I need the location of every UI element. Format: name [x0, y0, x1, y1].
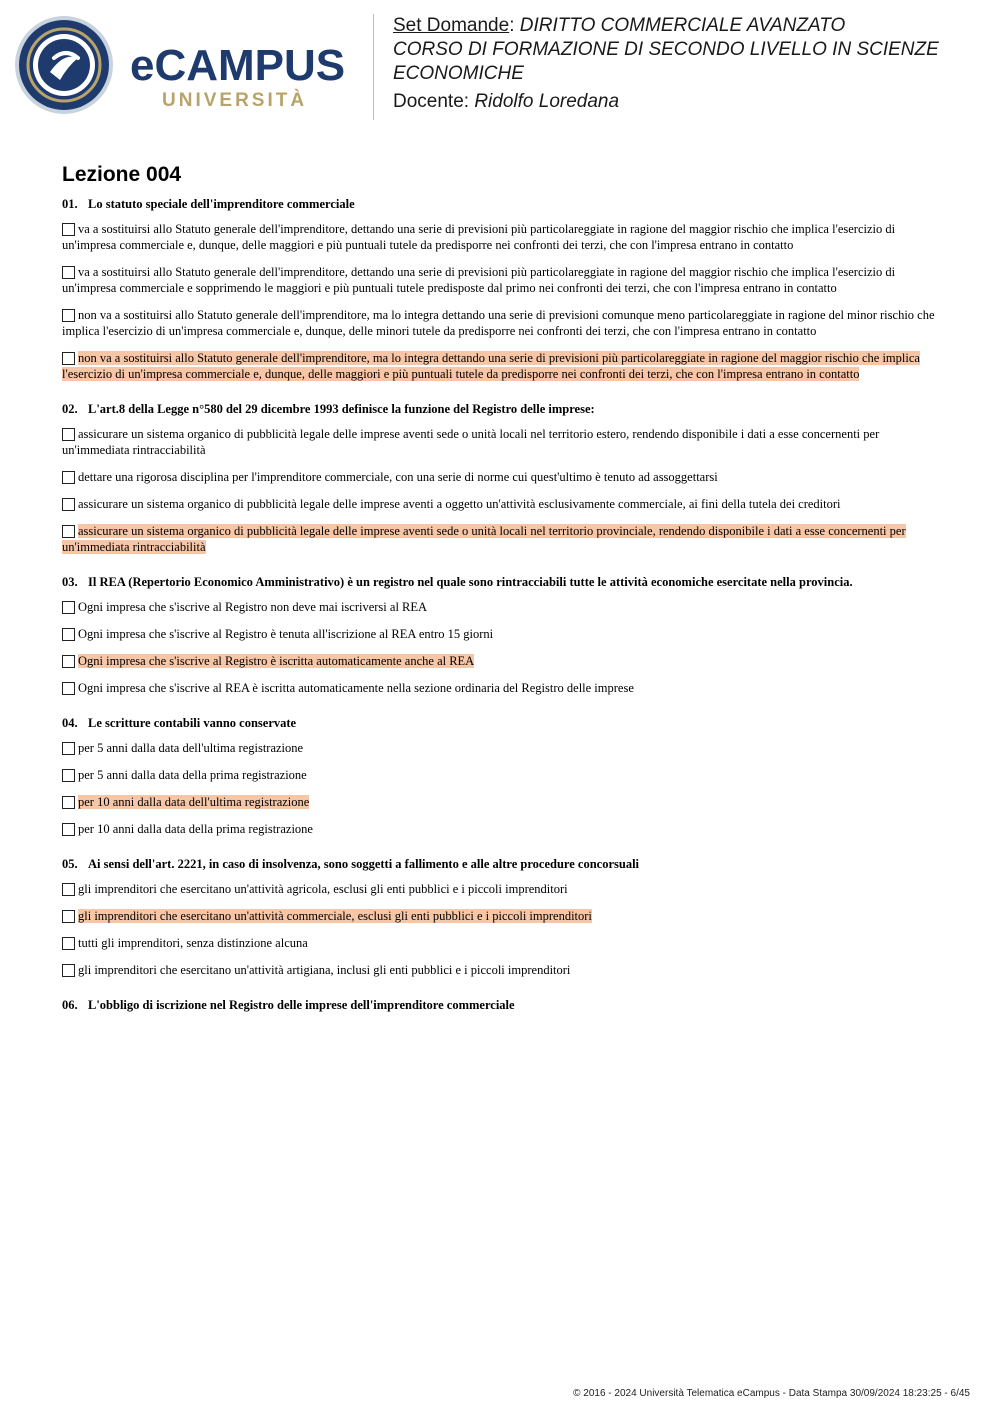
question-text: Il REA (Repertorio Economico Amministrativo) è un registro nel quale sono rintracciabili tutte le attività economiche esercitate nella provincia.	[88, 575, 853, 589]
answer-checkbox[interactable]	[62, 471, 75, 484]
docente-line	[393, 90, 983, 114]
answer-text: dettare una rigorosa disciplina per l'imprenditore commerciale, con una serie di norme cui quest'ultimo è tenuto ad assoggettarsi	[78, 470, 718, 484]
question-item	[62, 997, 942, 1013]
answer-checkbox[interactable]	[62, 823, 75, 836]
question-item	[62, 401, 942, 555]
answer-text: assicurare un sistema organico di pubblicità legale delle imprese aventi sede o unità locali nel territorio estero, rendendo disponibile i dati a esse concernenti per un'immediata rintracciabilità	[62, 427, 880, 457]
answer-option	[62, 523, 942, 555]
answer-option	[62, 496, 942, 512]
question-title	[62, 196, 942, 212]
answer-option	[62, 962, 942, 978]
logo-brand-text: eCAMPUS	[130, 41, 346, 90]
answer-checkbox[interactable]	[62, 682, 75, 695]
answer-checkbox[interactable]	[62, 428, 75, 441]
answer-text: per 10 anni dalla data della prima registrazione	[78, 822, 313, 836]
question-number: 06.	[62, 998, 78, 1012]
set-line: Set Domande: DIRITTO COMMERCIALE AVANZATO	[393, 15, 846, 36]
question-text: Lo statuto speciale dell'imprenditore commerciale	[88, 197, 355, 211]
lesson-title: Lezione 004	[62, 163, 182, 186]
answer-checkbox[interactable]	[62, 266, 75, 279]
answer-checkbox[interactable]	[62, 628, 75, 641]
answer-option	[62, 680, 942, 696]
answer-option	[62, 935, 942, 951]
answer-option	[62, 821, 942, 837]
answer-option	[62, 794, 942, 810]
answer-option	[62, 221, 942, 253]
answer-text: va a sostituirsi allo Statuto generale dell'imprenditore, dettando una serie di previsioni più particolareggiate in ragione del maggior rischio che implica l'esercizio di un'impresa commerciale e, dunque, delle maggiori e più puntuali tutele da predisporre nei confronti dei terzi, che con l'impresa entrano in contatto	[62, 222, 896, 252]
answer-text: va a sostituirsi allo Statuto generale dell'imprenditore, dettando una serie di previsioni più particolareggiate in ragione del maggior rischio che implica l'esercizio di un'impresa commerciale e sopprimendo le maggiori e più puntuali tutele predisposte dal primo nei confronti dei terzi, che con l'impresa entrano in contatto	[62, 265, 896, 295]
answer-option	[62, 767, 942, 783]
page-footer: © 2016 - 2024 Università Telematica eCampus - Data Stampa 30/09/2024 18:23:25 - 6/45	[573, 1388, 970, 1399]
answer-checkbox[interactable]	[62, 352, 75, 365]
answer-option	[62, 626, 942, 642]
answer-option	[62, 350, 942, 382]
answer-checkbox[interactable]	[62, 525, 75, 538]
question-number: 05.	[62, 857, 78, 871]
answer-text: Ogni impresa che s'iscrive al Registro è tenuta all'iscrizione al REA entro 15 giorni	[78, 627, 494, 641]
header-divider	[373, 14, 374, 120]
logo-sub-text: UNIVERSITÀ	[162, 90, 308, 111]
correct-answer-text: Ogni impresa che s'iscrive al Registro è iscritta automaticamente anche al REA	[78, 654, 475, 668]
answer-option	[62, 469, 942, 485]
answer-checkbox[interactable]	[62, 601, 75, 614]
question-text: L'art.8 della Legge n°580 del 29 dicembre 1993 definisce la funzione del Registro delle imprese:	[88, 402, 595, 416]
question-item	[62, 715, 942, 837]
answer-text: tutti gli imprenditori, senza distinzione alcuna	[78, 936, 308, 950]
answer-option	[62, 740, 942, 756]
answer-text: gli imprenditori che esercitano un'attività agricola, esclusi gli enti pubblici e i piccoli imprenditori	[78, 882, 568, 896]
header-info	[393, 14, 983, 114]
question-number: 02.	[62, 402, 78, 416]
course-name: CORSO DI FORMAZIONE DI SECONDO LIVELLO IN SCIENZE ECONOMICHE	[393, 39, 939, 84]
question-item	[62, 574, 942, 696]
answer-checkbox[interactable]	[62, 964, 75, 977]
answer-checkbox[interactable]	[62, 309, 75, 322]
answer-checkbox[interactable]	[62, 937, 75, 950]
set-value: DIRITTO COMMERCIALE AVANZATO	[519, 15, 846, 36]
question-text: Le scritture contabili vanno conservate	[88, 716, 297, 730]
question-number: 04.	[62, 716, 78, 730]
question-text: L'obbligo di iscrizione nel Registro delle imprese dell'imprenditore commerciale	[88, 998, 515, 1012]
question-number: 03.	[62, 575, 78, 589]
answer-option	[62, 653, 942, 669]
page-header	[0, 0, 1000, 130]
answer-checkbox[interactable]	[62, 223, 75, 236]
answer-checkbox[interactable]	[62, 769, 75, 782]
question-title	[62, 401, 942, 417]
correct-answer-text: per 10 anni dalla data dell'ultima registrazione	[78, 795, 310, 809]
question-title	[62, 856, 942, 872]
answer-checkbox[interactable]	[62, 498, 75, 511]
docente-name: Ridolfo Loredana	[474, 91, 620, 112]
question-item	[62, 856, 942, 978]
docente-label: Docente:	[393, 91, 470, 112]
answer-text: gli imprenditori che esercitano un'attività artigiana, inclusi gli enti pubblici e i piccoli imprenditori	[78, 963, 571, 977]
question-title	[62, 997, 942, 1013]
answer-option	[62, 307, 942, 339]
answer-text: per 5 anni dalla data dell'ultima registrazione	[78, 741, 304, 755]
answer-option	[62, 264, 942, 296]
set-label: Set Domande	[393, 15, 510, 36]
answer-checkbox[interactable]	[62, 655, 75, 668]
correct-answer-text: gli imprenditori che esercitano un'attività commerciale, esclusi gli enti pubblici e i piccoli imprenditori	[78, 909, 592, 923]
answer-option	[62, 881, 942, 897]
question-title	[62, 574, 942, 590]
answer-option	[62, 426, 942, 458]
answer-text: per 5 anni dalla data della prima registrazione	[78, 768, 307, 782]
answer-option	[62, 599, 942, 615]
question-text: Ai sensi dell'art. 2221, in caso di insolvenza, sono soggetti a fallimento e alle altre procedure concorsuali	[88, 857, 640, 871]
answer-checkbox[interactable]	[62, 910, 75, 923]
question-number: 01.	[62, 197, 78, 211]
ecampus-logo	[14, 14, 359, 116]
answer-checkbox[interactable]	[62, 796, 75, 809]
question-item	[62, 196, 942, 382]
answer-text: assicurare un sistema organico di pubblicità legale delle imprese aventi a oggetto un'attività esclusivamente commerciale, ai fini della tutela dei creditori	[78, 497, 841, 511]
correct-answer-text: non va a sostituirsi allo Statuto generale dell'imprenditore, ma lo integra dettando una serie di previsioni più particolareggiate in ragione del maggior rischio che implica l'esercizio di un'impresa commerciale e, dunque, delle maggiori e più puntuali tutele da predisporre nei confronti dei terzi, che con l'impresa entrano in contatto	[62, 351, 920, 381]
answer-text: Ogni impresa che s'iscrive al REA è iscritta automaticamente nella sezione ordinaria del Registro delle imprese	[78, 681, 634, 695]
answer-text: Ogni impresa che s'iscrive al Registro non deve mai iscriversi al REA	[78, 600, 428, 614]
answer-text: non va a sostituirsi allo Statuto generale dell'imprenditore, ma lo integra dettando una serie di previsioni comunque meno particolareggiate in ragione del minor rischio che implica l'esercizio di un'impresa commerciale e, dunque, delle minori tutele da predisporre nei confronti dei terzi, che con l'impresa entrano in contatto	[62, 308, 935, 338]
answer-checkbox[interactable]	[62, 742, 75, 755]
answer-option	[62, 908, 942, 924]
questions-list	[62, 196, 942, 1032]
question-title	[62, 715, 942, 731]
correct-answer-text: assicurare un sistema organico di pubblicità legale delle imprese aventi sede o unità locali nel territorio provinciale, rendendo disponibile i dati a esse concernenti per un'immediata rintracciabilità	[62, 524, 906, 554]
answer-checkbox[interactable]	[62, 883, 75, 896]
